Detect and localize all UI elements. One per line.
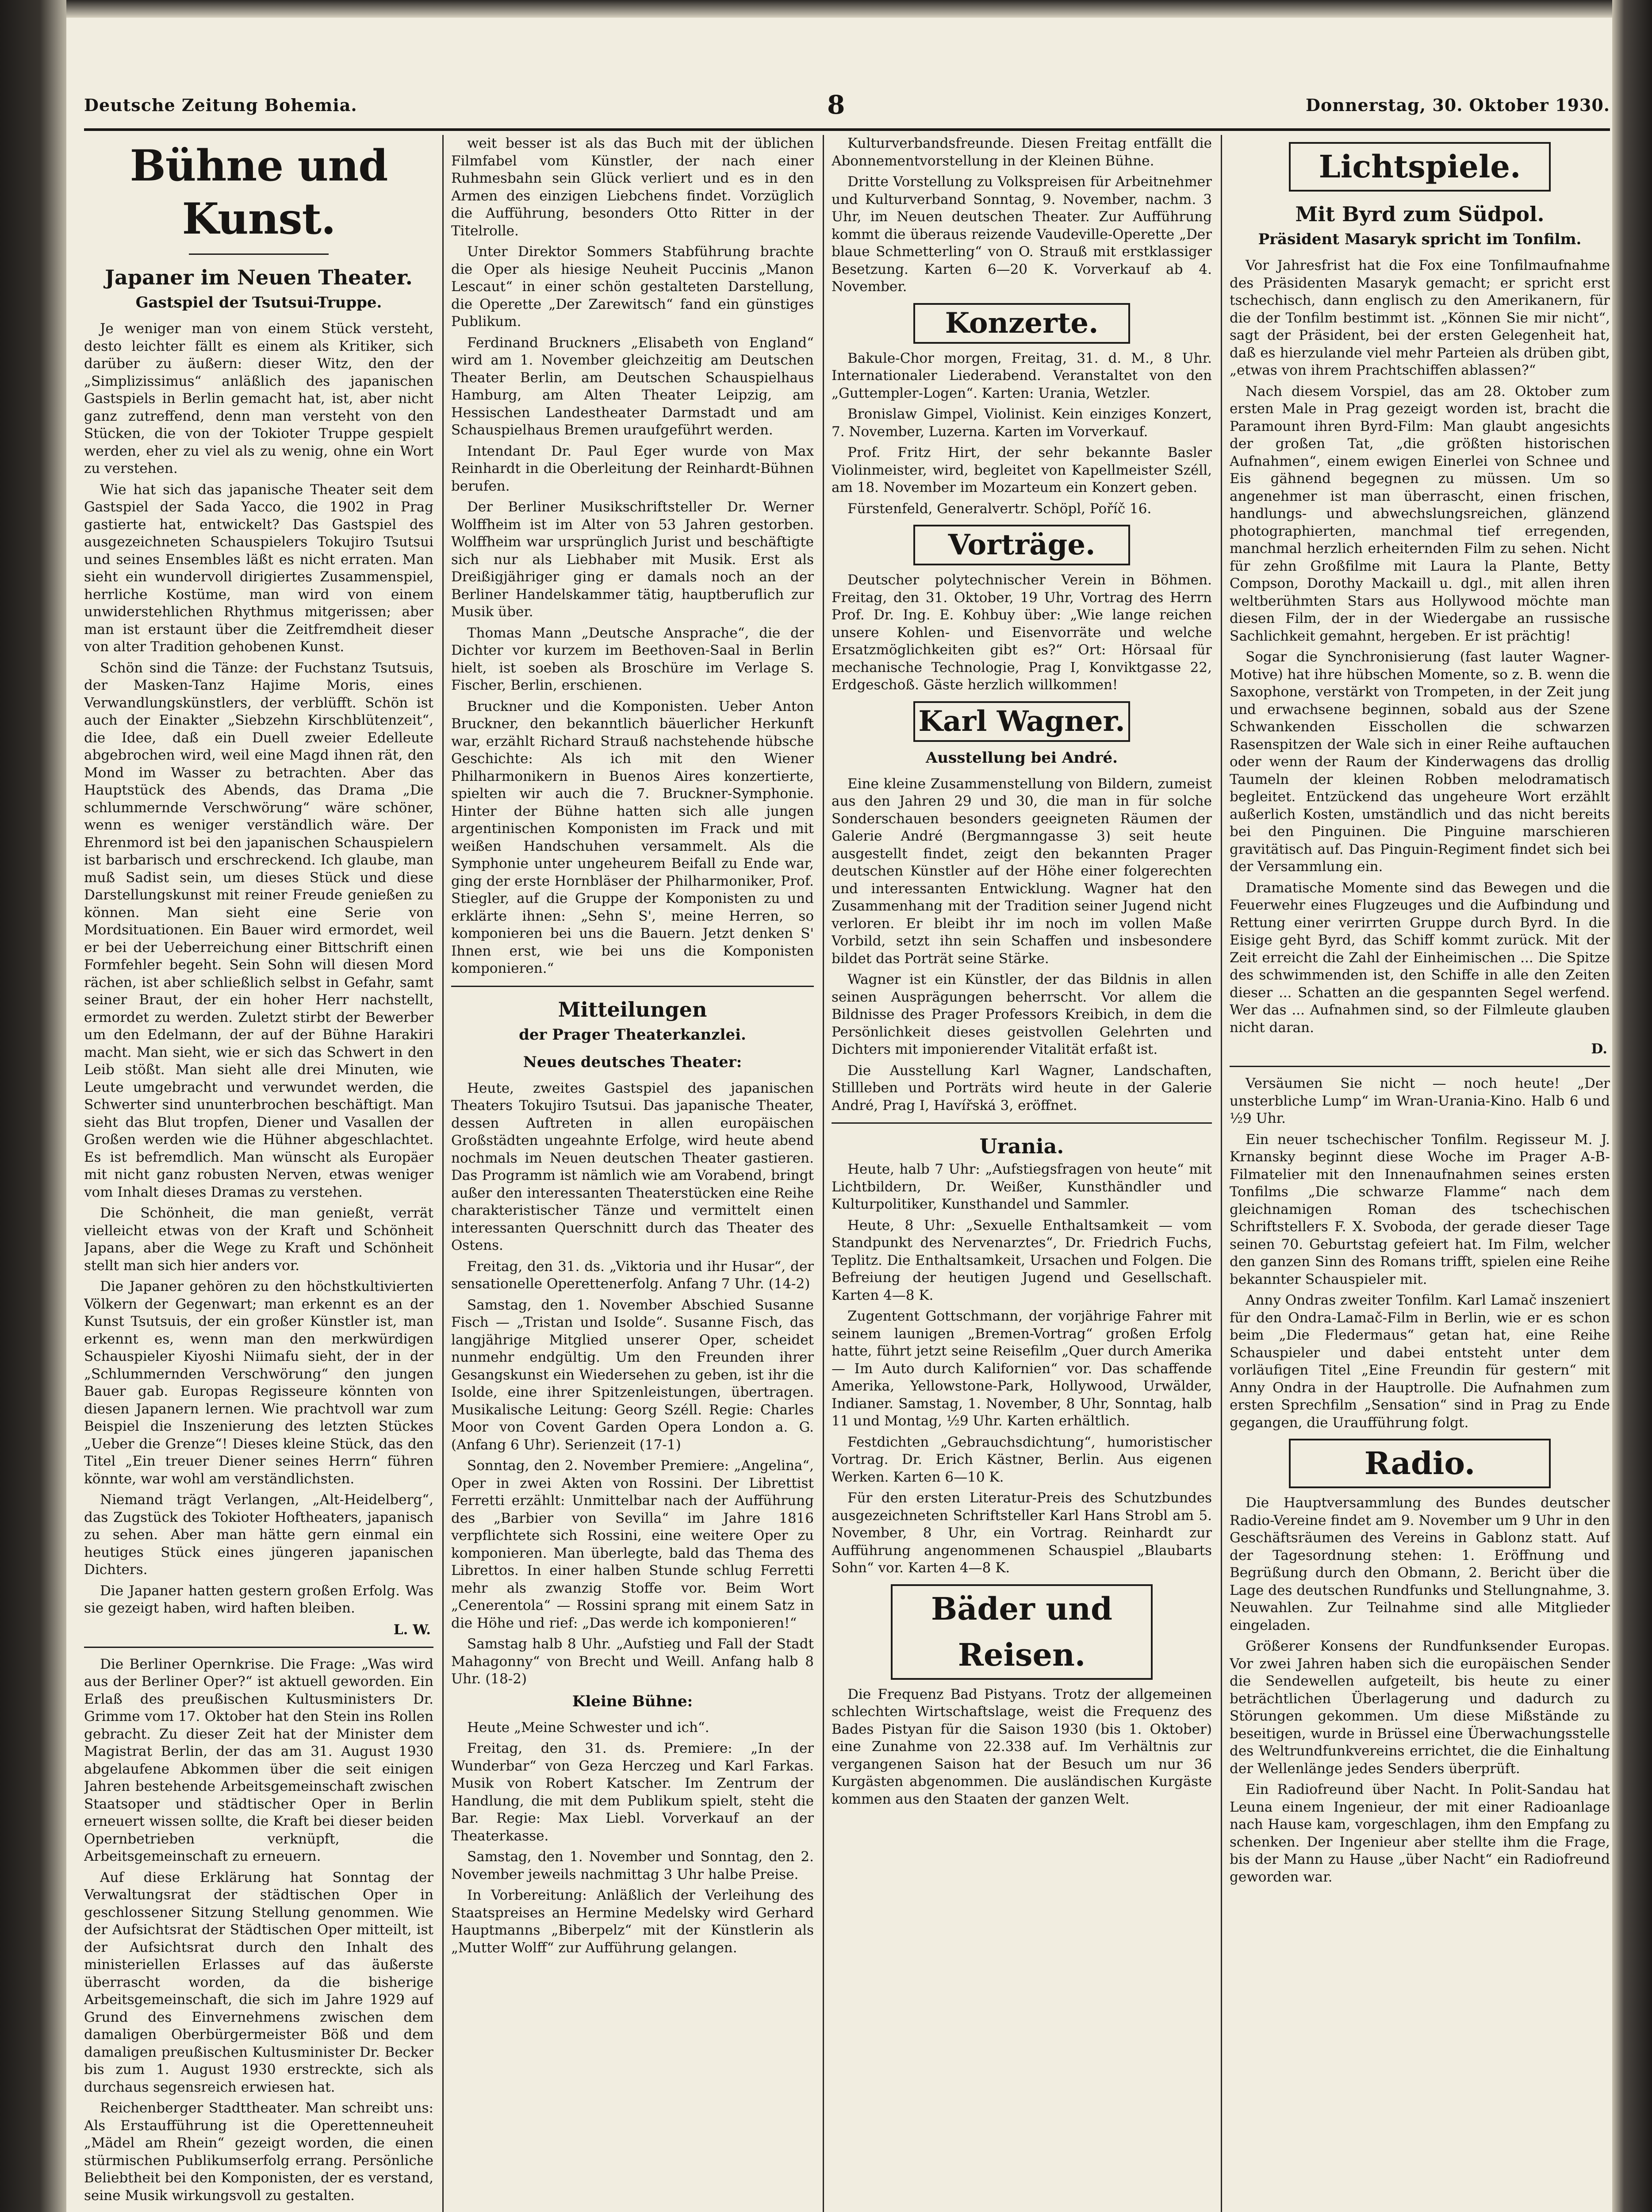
paragraph: weit besser ist als das Buch mit der üblichen Filmfabel vom Künstler, der nach einer Ruhmesbahn sein Glück verliert und es in den Armen des einzigen Liebchens findet. Vorzüglich die Aufführung, besonders Otto Ritter in der Titelrolle. <box>451 135 814 239</box>
paragraph: Reichenberger Stadttheater. Man schreibt uns: Als Erstaufführung ist die Operettenneuheit „Mädel am Rhein“ gezeigt worden, die einen stürmischen Publikumserfolg errang. Persönliche Beliebtheit bei den Komponisten, der es verstand, seine Musik wirkungsvoll zu gestalten. <box>84 2100 433 2204</box>
paragraph: Dritte Vorstellung zu Volkspreisen für Arbeitnehmer und Kulturverband Sonntag, 9. November, nachm. 3 Uhr, im Neuen deutschen Theater. Zur Aufführung kommt die überaus reizende Vaudeville-Operette „Der blaue Schmetterling“ von O. Strauß mit erstklassiger Besetzung. Karten 6—20 K. Vorverkauf ab 4. November. <box>832 174 1212 295</box>
exhibit-subtitle: Ausstellung bei André. <box>925 749 1118 767</box>
section-title-stage-art: Bühne und Kunst. <box>130 141 388 244</box>
paragraph: Die Schönheit, die man genießt, verrät vielleicht etwas von der Kraft und Schönheit Japans, aber die Wege zu Kraft und Schönheit stellt man sich hier anders vor. <box>84 1205 433 1274</box>
urania-heading: Urania. <box>979 1134 1064 1158</box>
divider <box>189 253 329 255</box>
notice-item: In Vorbereitung: Anläßlich der Verleihung des Staatspreises an Hermine Medelsky wird Gerhard Hauptmanns „Biberpelz“ mit der Künstlerin als „Mutter Wolff“ zur Aufführung gelangen. <box>451 1887 814 1956</box>
masthead-name: Deutsche Zeitung Bohemia. <box>84 95 357 115</box>
article-title: Japaner im Neuen Theater. <box>105 265 413 289</box>
paragraph: Vor Jahresfrist hat die Fox eine Tonfilmaufnahme des Präsidenten Masaryk gemacht; er spricht erst tschechisch, dann englisch zu den Amerikanern, für die der Tonfilm bestimmt ist. „Können Sie mir nicht“, sagt der Präsident, bei der ersten Gelegenheit hat, daß es hierzulande viel mehr Parteien als drüben gibt, „etwas von ihrem Prachtschiffen ablassen?“ <box>1230 257 1610 378</box>
paragraph: Bruckner und die Komponisten. Ueber Anton Bruckner, den bekanntlich bäuerlicher Herkunft war, erzählt Richard Strauß nachstehende hübsche Geschichte: Als ich mit den Wiener Philharmonikern in Buenos Aires konzertierte, spielten wir auch die 7. Bruckner-Symphonie. Hinter der Bühne hatten sich alle jungen argentinischen Komponisten im Frack und mit weißen Handschuhen versammelt. Als die Symphonie unter ungeheurem Beifall zu Ende war, ging der erste Hornbläser der Philharmoniker, Prof. Stiegler, auf die Gruppe der Komponisten zu und erklärte ihnen: „Sehn S', meine Herren, so komponieren bei uns die Bauern. Jetzt denken S' Ihnen erst, wie bei uns die Komponisten komponieren.“ <box>451 698 814 976</box>
divider <box>84 1647 433 1648</box>
paragraph: Intendant Dr. Paul Eger wurde von Max Reinhardt in die Oberleitung der Reinhardt-Bühnen berufen. <box>451 443 814 494</box>
concerts-heading: Konzerte. <box>913 303 1130 344</box>
divider <box>451 986 814 987</box>
notice-item: Heute „Meine Schwester und ich“. <box>467 1719 709 1736</box>
header-rule <box>84 128 1610 131</box>
author-signature: L. W. <box>393 1621 431 1638</box>
notice-item: Samstag, den 1. November Abschied Susanne Fisch — „Tristan und Isolde“. Susanne Fisch, das langjährige Mitglied unserer Oper, scheidet nunmehr endgültig. Um den Freunden ihrer Gesangskunst ein Wiedersehen zu geben, ist ihr die Isolde, eine ihrer Spitzenleistungen, übertragen. Musikalische Leitung: Georg Széll. Regie: Charles Moor von Covent Garden Opera London a. G. (Anfang 6 Uhr). Serienzeit (17-1) <box>451 1297 814 1453</box>
paragraph: Kulturverbandsfreunde. Diesen Freitag entfällt die Abonnementvorstellung in der Kleinen Bühne. <box>832 135 1212 169</box>
concert-item: Prof. Fritz Hirt, der sehr bekannte Basler Violinmeister, wird, begleitet von Kapellmeister Széll, am 18. November im Mozarteum ein Konzert geben. <box>832 445 1212 495</box>
notice-item: Samstag, den 1. November und Sonntag, den 2. November jeweils nachmittag 3 Uhr halbe Preise. <box>451 1849 814 1882</box>
paragraph: Die Ausstellung Karl Wagner, Landschaften, Stillleben und Porträts wird heute in der Galerie André, Prag I, Havířská 3, eröffnet. <box>832 1062 1212 1114</box>
divider <box>832 1122 1212 1124</box>
urania-item: Heute, 8 Uhr: „Sexuelle Enthaltsamkeit — vom Standpunkt des Nervenarztes“, Dr. Friedrich Fuchs, Teplitz. Die Enthaltsamkeit, Ursachen und Folgen. Die Befreiung der heutigen Jugend und Gesellschaft. Karten 4—8 K. <box>832 1217 1212 1303</box>
urania-item: Heute, halb 7 Uhr: „Aufstiegsfragen von heute“ mit Lichtbildern, Dr. Weißer, Kunsthändler und Kulturpolitiker, Kunsthandel und Sammler. <box>832 1161 1212 1212</box>
section-title-cinema: Lichtspiele. <box>1289 142 1551 192</box>
column-3 <box>832 135 1212 2212</box>
scan-edge-left <box>0 0 66 2212</box>
concert-item: Fürstenfeld, Generalvertr. Schöpl, Poříč 16. <box>847 500 1152 517</box>
paragraph: Die Berliner Opernkrise. Die Frage: „Was wird aus der Berliner Oper?“ ist aktuell geworden. Ein Erlaß des preußischen Kultusministers Dr. Grimme vom 17. Oktober hat den Stein ins Rollen gebracht. Zu dieser Zeit hat der Minister dem Magistrat Berlin, der das am 31. August 1930 abgelaufene Abkommen über die seit einigen Jahren bestehende Arbeitsgemeinschaft zwischen Staatsoper und städtischer Oper in Berlin erneuert wissen sollte, die Kraft bei dieser beiden Opernbetrieben verknüpft, die Arbeitsgemeinschaft zu erneuern. <box>84 1656 433 1864</box>
exhibit-heading: Karl Wagner. <box>913 701 1130 742</box>
concert-item: Bakule-Chor morgen, Freitag, 31. d. M., 8 Uhr. Internationaler Liederabend. Veranstaltet von den „Guttempler-Logen“. Karten: Urania, Wetzler. <box>832 350 1212 401</box>
author-signature: D. <box>1591 1041 1607 1057</box>
running-head <box>84 90 1610 122</box>
travel-item: Die Frequenz Bad Pistyans. Trotz der allgemeinen schlechten Wirtschaftslage, weist die Frequenz des Bades Pistyan für die Saison 1930 (bis 1. Oktober) eine Zunahme von 22.338 auf. Im Verhältnis zur vergangenen Saison hat der Besuch um nur 36 Kurgästen abgenommen. Die ausländischen Kurgäste kommen aus den Staaten der ganzen Welt. <box>832 1686 1212 1807</box>
column-rule <box>442 135 444 2212</box>
paragraph: Wagner ist ein Künstler, der das Bildnis in allen seinen Ausprägungen beherrscht. Vor allem die Bildnisse des Prager Professors Kreibich, in dem die Persönlichkeit dieses geistvollen Gelehrten und Dichters mit imponierender Vitalität erfaßt ist. <box>832 972 1212 1057</box>
article-title: Mit Byrd zum Südpol. <box>1295 202 1545 226</box>
column-4 <box>1230 135 1610 2212</box>
paragraph: Auf diese Erklärung hat Sonntag der Verwaltungsrat der städtischen Oper in geschlossener Sitzung Stellung genommen. Wie der Aufsichtsrat der Städtischen Oper mitteilt, ist der Aufsichtsrat durch den Inhalt des ministeriellen Erlasses auf das äußerste überrascht worden, da die bisherige Arbeitsgemeinschaft, die sich im Jahre 1929 auf Grund des Einvernehmens zwischen dem damaligen Oberbürgermeister Böß und dem damaligen preußischen Kultusminister Dr. Becker bis zum 1. August 1930 erstreckte, sich als durchaus segensreich erwiesen hat. <box>84 1869 433 2095</box>
article-subtitle: Gastspiel der Tsutsui-Truppe. <box>135 294 382 311</box>
paragraph: Sogar die Synchronisierung (fast lauter Wagner-Motive) hat ihre hübschen Momente, so z. B. wenn die Saxophone, verstärkt von Trompeten, in der Zeit jung und erwachsene beginnen, sobald aus der Szene Schwankenden Eisschollen die schwarzen Rasenspitzen der Wale sich in einer Reihe auftauchen oder wenn der Raum der Kinderwagens das drollig Taumeln der kleinen Robben melodramatisch begleitet. Entzückend das ungeheure Wort erzählt außerlich Kosten, umständlich und das nicht bereits bei den Pinguinen. Die Pinguine marschieren gravitätisch auf. Das Pinguin-Regiment findet sich bei der Versammlung ein. <box>1230 649 1610 875</box>
paragraph: Eine kleine Zusammenstellung von Bildern, zumeist aus den Jahren 29 und 30, die man in für solche Sonderschauen besonders geeigneten Räumen der Galerie André (Bergmanngasse 3) seit heute ausgestellt findet, zeigt den bekannten Prager deutschen Künstler auf der Höhe einer folgerechten und interessanten Entwicklung. Wagner hat den Zusammenhang mit der Tradition seiner Jugend nicht verloren. Er bleibt ihr im noch im vollen Maße Vorbild, setzt ihn sein Schaffen und insbesondere bildet das Porträt seine Stärke. <box>832 776 1212 967</box>
section-title-radio: Radio. <box>1289 1439 1551 1488</box>
urania-item: Für den ersten Literatur-Preis des Schutzbundes ausgezeichneten Schriftsteller Karl Hans Strobl am 5. November, 8 Uhr, ein Vortrag. Reinhardt zur Aufführung angenommenen Schauspiel „Blaubarts Sohn“ vor. Karten 4—8 K. <box>832 1490 1212 1576</box>
urania-item: Zugentent Gottschmann, der vorjährige Fahrer mit seinem launigen „Bremen-Vortrag“ großen Erfolg hatte, führt jetzt seine Reisefilm „Quer durch Amerika — Im Auto durch Kalifornien“ vor. Das schaffende Amerika, Yellowstone-Park, Hollywood, Urwälder, Indianer. Samstag, 1. November, 8 Uhr, Sonntag, halb 11 und Montag, ½9 Uhr. Karten erhältlich. <box>832 1308 1212 1429</box>
radio-item: Größerer Konsens der Rundfunksender Europas. Vor zwei Jahren haben sich die europäischen Sender die Sendewellen aufgeteilt, bis heute zu einer beträchtlichen Überlagerung und dadurch zu Störungen gekommen. Um diese Mißstände zu beseitigen, wurde in Brüssel eine Überwachungsstelle des Weltrundfunkvereins errichtet, die die Einhaltung der Wellenlänge jedes Senders überprüft. <box>1230 1638 1610 1777</box>
paragraph: Der Berliner Musikschriftsteller Dr. Werner Wolffheim ist im Alter von 53 Jahren gestorben. Wolffheim war ursprünglich Jurist und beschäftigte sich nur als Liebhaber mit Musik. Erst als Dreißigjähriger ging er damals noch an der Berliner Handelskammer tätig, hauptberuflich zur Musik über. <box>451 499 814 620</box>
film-note: Anny Ondras zweiter Tonfilm. Karl Lamač inszeniert für den Ondra-Lamač-Film in Berlin, wie er es schon beim „Die Fledermaus“ getan hat, eine Reihe Schauspieler und dabei entsteht unter dem vorläufigen Titel „Eine Freundin für gestern“ mit Anny Ondra in der Hauptrolle. Die Aufnahmen zum ersten Sprechfilm „Sensation“ sind in Prag zu Ende gegangen, die Uraufführung folgt. <box>1230 1292 1610 1431</box>
column-2 <box>451 135 814 2212</box>
column-rule <box>823 135 824 2212</box>
paragraph: Nach diesem Vorspiel, das am 28. Oktober zum ersten Male in Prag gezeigt worden ist, bracht die Paramount ihren Byrd-Film: Man glaubt angesichts der großen Tat, „die größten historischen Aufnahmen“, einem ewigen Einerlei von Schnee und Eis gähnend begegnen zu müssen. Um so angenehmer ist man überrascht, einen frischen, handlungs- und abwechslungsreichen, glänzend photographierten, manchmal tief erregenden, manchmal herzlich erheiternden Film zu sehen. Nicht für zehn Großfilme mit Laura la Plante, Betty Compson, Dorothy Mackaill u. dgl., mit allen ihren weltberühmten Stars aus Hollywood möchte man diesen Film, der in der Wiedergabe an russische Sachlichkeit gemahnt, hergeben. Er ist prächtig! <box>1230 383 1610 644</box>
paragraph: Die Japaner hatten gestern großen Erfolg. Was sie gezeigt haben, wird haften bleiben. <box>84 1582 433 1616</box>
notices-venue: Neues deutsches Theater: <box>523 1053 742 1071</box>
issue-date: Donnerstag, 30. Oktober 1930. <box>1305 95 1610 115</box>
film-note: Versäumen Sie nicht — noch heute! „Der unsterbliche Lump“ im Wran-Urania-Kino. Halb 6 und ½9 Uhr. <box>1230 1075 1610 1126</box>
concert-item: Bronislaw Gimpel, Violinist. Kein einziges Konzert, 7. November, Luzerna. Karten im Vorverkauf. <box>832 406 1212 440</box>
travel-heading: Bäder und Reisen. <box>891 1584 1153 1680</box>
paragraph: Unter Direktor Sommers Stabführung brachte die Oper als hiesige Neuheit Puccinis „Manon Lescaut“ in einer schön gestalteten Darstellung, die Operette „Der Zarewitsch“ fand ein günstiges Publikum. <box>451 244 814 330</box>
notice-item: Freitag, den 31. ds. „Viktoria und ihr Husar“, der sensationelle Operettenerfolg. Anfang 7 Uhr. (14-2) <box>451 1258 814 1292</box>
scan-edge-top <box>0 0 1652 18</box>
film-note: Ein neuer tschechischer Tonfilm. Regisseur M. J. Krnansky beginnt diese Woche im Prager A-B-Filmatelier mit den Innenaufnahmen seines ersten Tonfilms „Die schwarze Flamme“ nach dem gleichnamigen Roman des tschechischen Schriftstellers F. X. Svoboda, der gerade dieser Tage seinen 70. Geburtstag gefeiert hat. Im Film, welcher den ganzen Sinn des Romans trifft, spielen eine Reihe bekannter Schauspieler mit. <box>1230 1131 1610 1287</box>
article-lead: Präsident Masaryk spricht im Tonfilm. <box>1258 230 1582 248</box>
page-number: 8 <box>827 90 846 120</box>
notices-subtitle: der Prager Theaterkanzlei. <box>519 1025 746 1044</box>
urania-item: Festdichten „Gebrauchsdichtung“, humoristischer Vortrag. Dr. Erich Kästner, Berlin. Aus eigenen Werken. Karten 6—10 K. <box>832 1434 1212 1485</box>
paragraph: Wie hat sich das japanische Theater seit dem Gastspiel der Sada Yacco, die 1902 in Prag gastierte hat, entwickelt? Das Gastspiel des ausgezeichneten Schauspielers Tokujiro Tsutsui und seines Ensembles läßt es nicht erraten. Man sieht ein wundervoll dirigiertes Zusammenspiel, herrliche Kostüme, man wird von einem unwiderstehlichen Rhythmus mitgerissen; aber man ist erstaunt über die Zeitfremdheit dieser von alter Tradition gehobenen Kunst. <box>84 481 433 655</box>
radio-item: Ein Radiofreund über Nacht. In Polit-Sandau hat Leuna einem Ingenieur, der mit einer Radioanlage nach Hause kam, vorgeschlagen, ihm den Empfang zu schenken. Der Ingenieur aber stellte ihm die Frage, bis der Mann zu Hause „über Nacht“ ein Radiofreund geworden war. <box>1230 1782 1610 1885</box>
paragraph: Ferdinand Bruckners „Elisabeth von England“ wird am 1. November gleichzeitig am Deutschen Theater Berlin, am Deutschen Schauspielhaus Hamburg, am Alten Theater Leipzig, am Hessischen Landestheater Darmstadt und am Schauspielhaus Bremen uraufgeführt werden. <box>451 334 814 438</box>
paragraph: Thomas Mann „Deutsche Ansprache“, die der Dichter vor kurzem im Beethoven-Saal in Berlin hielt, ist soeben als Broschüre im Verlage S. Fischer, Berlin, erschienen. <box>451 625 814 693</box>
notice-item: Sonntag, den 2. November Premiere: „Angelina“, Oper in zwei Akten von Rossini. Der Librettist Ferretti erzählt: Unmittelbar nach der Aufführung des „Barbier von Sevilla“ im Jahre 1816 verpflichtete sich Rossini, eine weitere Oper zu komponieren. Man überlegte, bald das Thema des Librettos. In einer halben Stunde schlug Ferretti mehr als zwanzig Stoffe vor. Beim Wort „Cenerentola“ — Rossini sprang mit einem Satz in die Höhe und rief: „Das werde ich komponieren!“ <box>451 1458 814 1631</box>
paragraph: Schön sind die Tänze: der Fuchstanz Tsutsuis, der Masken-Tanz Hajime Moris, eines Verwandlungskünstlers, der verblüfft. Schön ist auch der Einakter „Siebzehn Kirschblütenzeit“, die Idee, daß ein Duell zweier Edelleute abgebrochen wird, weil eine Magd ihnen rät, den Mond im Wasser zu betrachten. Aber das Hauptstück des Abends, das Drama „Die schlummernde Verschwörung“ wäre schöner, wenn es weniger verständlich wäre. Der Ehrenmord ist bei den japanischen Schauspielern ist barbarisch und erschreckend. Ich glaube, man muß Sadist sein, um dieses Stück und diese Darstellungskunst mit reiner Freude genießen zu können. Man sieht eine Serie von Mordsituationen. Ein Bauer wird ermordet, weil er bei der Ueberreichung einer Bittschrift einen Formfehler begeht. Sein Sohn will diesen Mord rächen, ist aber schließlich selbst in Gefahr, samt seiner Braut, der ein hoher Herr nachstellt, ermordet zu werden. Zuletzt stirbt der Bewerber um den Edelmann, der auf der Bühne Harakiri macht. Man sieht, wie er sich das Schwert in den Leib stößt. Man sieht alle drei Minuten, wie Leute umgebracht und verwundet werden, die Schwerter sind ununterbrochen beschäftigt. Man sieht das Blut tropfen, Diener und Vasallen der Großen werden wie die Hühner abgeschlachtet. Es ist befremdlich. Man wünscht als Europäer mit nicht ganz robusten Nerven, etwas weniger vom Inhalt dieses Dramas zu verstehen. <box>84 660 433 1200</box>
paragraph: Je weniger man von einem Stück versteht, desto leichter fällt es einem als Kritiker, sich darüber zu äußern: dieser Witz, den der „Simplizissimus“ anläßlich des japanischen Gastspiels in Berlin gemacht hat, ist, aber nicht ganz zutreffend, denn man versteht von den Stücken, die von der Tokioter Truppe gespielt werden, eher zu viel als zu wenig, ohne ein Wort zu verstehen. <box>84 321 433 476</box>
radio-item: Die Hauptversammlung des Bundes deutscher Radio-Vereine findet am 9. November um 9 Uhr in den Geschäftsräumen des Vereins in Gablonz statt. Auf der Tagesordnung stehen: 1. Eröffnung und Begrüßung durch den Obmann, 2. Bericht über die Lage des deutschen Rundfunks und Stellungnahme, 3. Neuwahlen. Zur Teilnahme sind alle Mitglieder eingeladen. <box>1230 1495 1610 1633</box>
column-rule <box>1221 135 1222 2212</box>
lectures-heading: Vorträge. <box>913 525 1130 565</box>
notice-item: Heute, zweites Gastspiel des japanischen Theaters Tokujiro Tsutsui. Das japanische Theater, dessen Auftreten in allen europäischen Großstädten ungeahnte Erfolge, wird heute abend nochmals im Neuen deutschen Theater gastieren. Das Programm ist nämlich wie am Vorabend, bringt außer den interessanten Theaterstücken eine Reihe charakteristischer Tänze und vermittelt einen interessanten Querschnitt durch das Theater des Ostens. <box>451 1080 814 1253</box>
divider <box>1230 1066 1610 1067</box>
paragraph: Niemand trägt Verlangen, „Alt-Heidelberg“, das Zugstück des Tokioter Hoftheaters, japanisch zu sehen. Aber man hätte gern einmal ein heutiges Stück eines jüngeren japanischen Dichters. <box>84 1492 433 1578</box>
notices-title: Mitteilungen <box>558 997 707 1022</box>
paragraph: Dramatische Momente sind das Bewegen und die Feuerwehr eines Flugzeuges und die Aufbindung und Rettung einer verirrten Gruppe durch Byrd. In die Eisige geht Byrd, das Schiff kommt zurück. Mit der Zeit erreicht die Zahl der Einheimischen ... Die Spitze des schwimmenden ist, den Schiffe in alle den Zeiten dieser ... Schatten an die gespannten Segel werfend. Wer das ... Aufnahmen sind, so der Filmleute glauben nicht daran. <box>1230 879 1610 1036</box>
lecture-item: Deutscher polytechnischer Verein in Böhmen. Freitag, den 31. Oktober, 19 Uhr, Vortrag des Herrn Prof. Dr. Ing. E. Kohbuy über: „Wie lange reichen unsere Kohlen- und Eisenvorräte und welche Ersatzmöglichkeiten gibt es?“ Ort: Hörsaal für mechanische Technologie, Prag I, Konviktgasse 22, Erdgeschoß. Gäste herzlich willkommen! <box>832 572 1212 693</box>
column-1 <box>84 135 433 2212</box>
scan-edge-right <box>1612 0 1652 2212</box>
notice-item: Samstag halb 8 Uhr. „Aufstieg und Fall der Stadt Mahagonny“ von Brecht und Weill. Anfang halb 8 Uhr. (18-2) <box>451 1636 814 1687</box>
small-stage-title: Kleine Bühne: <box>572 1692 693 1710</box>
notice-item: Freitag, den 31. ds. Premiere: „In der Wunderbar“ von Geza Herczeg und Karl Farkas. Musik von Robert Katscher. Im Zentrum der Handlung, die mit dem Publikum spielt, steht die Bar. Regie: Max Liebl. Vorverkauf an der Theaterkasse. <box>451 1740 814 1844</box>
paragraph: Die Japaner gehören zu den höchstkultivierten Völkern der Gegenwart; man erkennt es an der Kunst Tsutsuis, der ein großer Künstler ist, man erkennt es, wenn man den merkwürdigen Schauspieler Kiyoshi Niimafu sieht, der in der „Schlummernden Verschwörung“ den jungen Bauer gab. Europas Regisseure könnten von diesen Japanern lernen. Wie prachtvoll war zum Beispiel die Inszenierung des letzten Stückes „Ueber die Grenze“! Dieses kleine Stück, das den Titel „Ein treuer Diener seines Herrn“ führen könnte, war wohl am verständlichsten. <box>84 1279 433 1487</box>
